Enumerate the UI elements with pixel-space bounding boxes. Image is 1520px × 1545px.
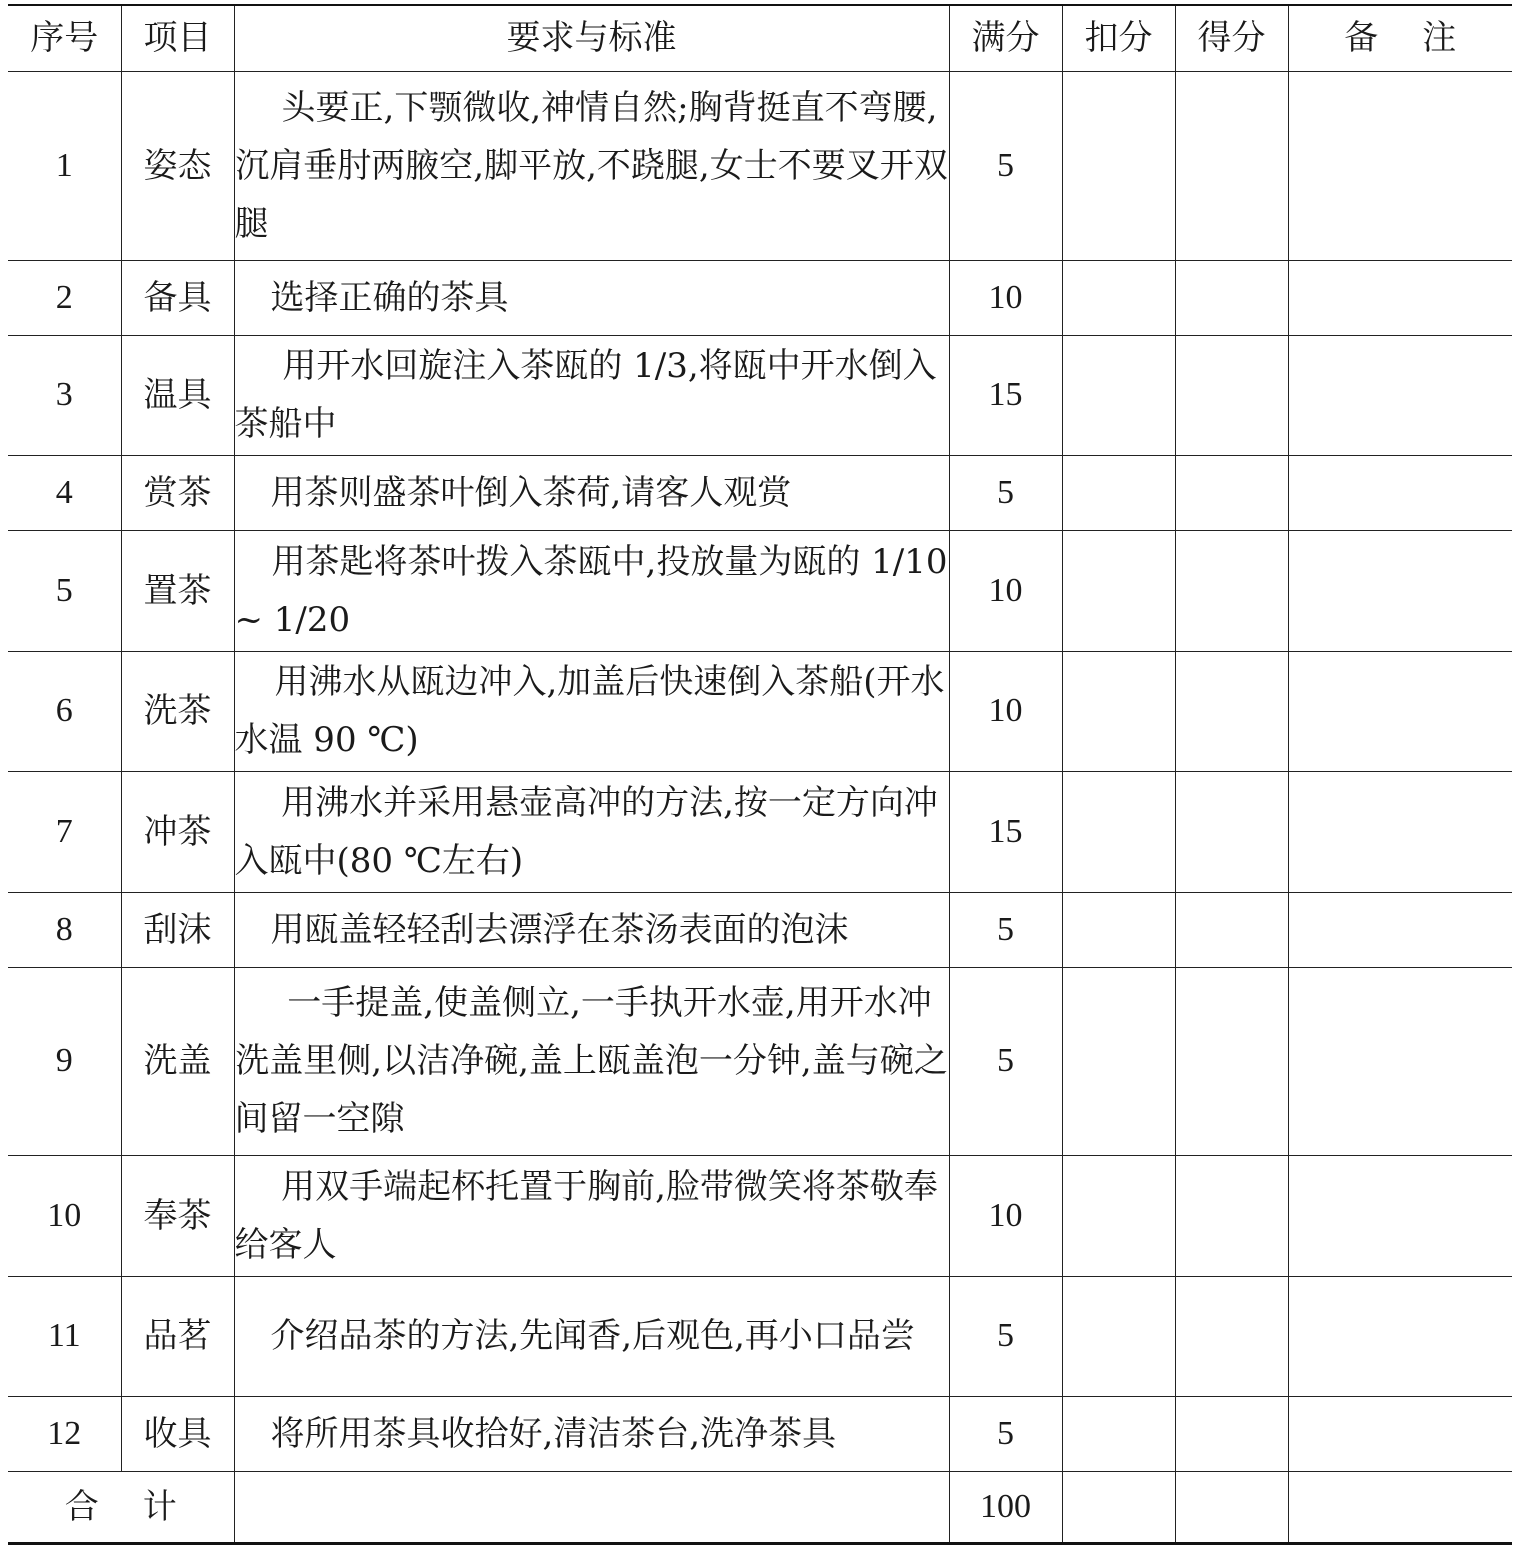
row-deduction-cell[interactable]: [1062, 530, 1175, 651]
table-row: [8, 967, 1512, 1155]
row-item: 洗盖: [121, 967, 234, 1155]
header-deduction: 扣分: [1062, 5, 1175, 71]
row-no: 9: [8, 967, 121, 1155]
table-row: [8, 892, 1512, 967]
table-row: [8, 1276, 1512, 1396]
row-item: 冲茶: [121, 771, 234, 892]
row-no: 8: [8, 892, 121, 967]
row-item: 洗茶: [121, 651, 234, 771]
header-no: 序号: [8, 5, 121, 71]
table-row: [8, 260, 1512, 335]
row-deduction-cell[interactable]: [1062, 892, 1175, 967]
row-full-score: 5: [949, 1276, 1062, 1396]
row-full-score: 10: [949, 530, 1062, 651]
row-full-score: 15: [949, 335, 1062, 455]
row-requirement: 用瓯盖轻轻刮去漂浮在茶汤表面的泡沫: [234, 892, 949, 967]
row-no: 10: [8, 1155, 121, 1276]
row-remarks-cell[interactable]: [1288, 260, 1512, 335]
table-row: [8, 530, 1512, 651]
total-row: [8, 1471, 1512, 1543]
row-item: 品茗: [121, 1276, 234, 1396]
total-label: 合计: [8, 1471, 234, 1543]
row-item: 刮沫: [121, 892, 234, 967]
row-no: 2: [8, 260, 121, 335]
header-remarks: 备注: [1288, 5, 1512, 71]
row-no: 12: [8, 1396, 121, 1471]
row-requirement: 将所用茶具收拾好,清洁茶台,洗净茶具: [234, 1396, 949, 1471]
row-no: 6: [8, 651, 121, 771]
row-score-cell[interactable]: [1175, 651, 1288, 771]
total-score-cell[interactable]: [1175, 1471, 1288, 1543]
row-no: 3: [8, 335, 121, 455]
table-row: [8, 651, 1512, 771]
row-full-score: 5: [949, 892, 1062, 967]
row-requirement: 用茶则盛茶叶倒入茶荷,请客人观赏: [234, 455, 949, 530]
row-remarks-cell[interactable]: [1288, 1396, 1512, 1471]
row-remarks-cell[interactable]: [1288, 530, 1512, 651]
row-item: 姿态: [121, 71, 234, 260]
row-remarks-cell[interactable]: [1288, 892, 1512, 967]
table-row: [8, 1396, 1512, 1471]
table-row: [8, 1155, 1512, 1276]
row-deduction-cell[interactable]: [1062, 260, 1175, 335]
scoring-table: [8, 4, 1512, 1545]
row-item: 备具: [121, 260, 234, 335]
row-item: 收具: [121, 1396, 234, 1471]
row-requirement: 选择正确的茶具: [234, 260, 949, 335]
row-score-cell[interactable]: [1175, 530, 1288, 651]
row-deduction-cell[interactable]: [1062, 1276, 1175, 1396]
row-full-score: 5: [949, 1396, 1062, 1471]
row-score-cell[interactable]: [1175, 260, 1288, 335]
row-remarks-cell[interactable]: [1288, 1155, 1512, 1276]
row-remarks-cell[interactable]: [1288, 335, 1512, 455]
row-full-score: 10: [949, 260, 1062, 335]
total-full-score: 100: [949, 1471, 1062, 1543]
row-score-cell[interactable]: [1175, 967, 1288, 1155]
header-requirement: 要求与标准: [234, 5, 949, 71]
row-remarks-cell[interactable]: [1288, 967, 1512, 1155]
row-requirement: 用沸水并采用悬壶高冲的方法,按一定方向冲入瓯中(80 ℃左右): [234, 771, 949, 892]
row-full-score: 5: [949, 455, 1062, 530]
row-remarks-cell[interactable]: [1288, 455, 1512, 530]
total-deduction-cell[interactable]: [1062, 1471, 1175, 1543]
table-row: [8, 455, 1512, 530]
row-remarks-cell[interactable]: [1288, 651, 1512, 771]
total-remarks-cell[interactable]: [1288, 1471, 1512, 1543]
row-score-cell[interactable]: [1175, 71, 1288, 260]
row-deduction-cell[interactable]: [1062, 335, 1175, 455]
row-remarks-cell[interactable]: [1288, 771, 1512, 892]
row-requirement: 用双手端起杯托置于胸前,脸带微笑将茶敬奉给客人: [234, 1155, 949, 1276]
row-deduction-cell[interactable]: [1062, 771, 1175, 892]
row-deduction-cell[interactable]: [1062, 71, 1175, 260]
row-requirement: 用茶匙将茶叶拨入茶瓯中,投放量为瓯的 1/10 ~ 1/20: [234, 530, 949, 651]
row-requirement: 用沸水从瓯边冲入,加盖后快速倒入茶船(开水水温 90 ℃): [234, 651, 949, 771]
row-requirement: 介绍品茶的方法,先闻香,后观色,再小口品尝: [234, 1276, 949, 1396]
row-full-score: 10: [949, 1155, 1062, 1276]
row-item: 温具: [121, 335, 234, 455]
table-row: [8, 771, 1512, 892]
row-score-cell[interactable]: [1175, 1276, 1288, 1396]
row-requirement: 一手提盖,使盖侧立,一手执开水壶,用开水冲洗盖里侧,以洁净碗,盖上瓯盖泡一分钟,盖与碗之间留一空隙: [234, 967, 949, 1155]
row-score-cell[interactable]: [1175, 892, 1288, 967]
row-no: 1: [8, 71, 121, 260]
row-remarks-cell[interactable]: [1288, 71, 1512, 260]
row-full-score: 15: [949, 771, 1062, 892]
row-deduction-cell[interactable]: [1062, 967, 1175, 1155]
row-full-score: 5: [949, 71, 1062, 260]
row-deduction-cell[interactable]: [1062, 455, 1175, 530]
row-full-score: 5: [949, 967, 1062, 1155]
row-deduction-cell[interactable]: [1062, 651, 1175, 771]
row-score-cell[interactable]: [1175, 771, 1288, 892]
row-no: 11: [8, 1276, 121, 1396]
row-item: 奉茶: [121, 1155, 234, 1276]
row-no: 4: [8, 455, 121, 530]
row-no: 7: [8, 771, 121, 892]
header-row: [8, 5, 1512, 71]
row-no: 5: [8, 530, 121, 651]
row-requirement: 用开水回旋注入茶瓯的 1/3,将瓯中开水倒入茶船中: [234, 335, 949, 455]
row-deduction-cell[interactable]: [1062, 1396, 1175, 1471]
row-score-cell[interactable]: [1175, 335, 1288, 455]
row-requirement: 头要正,下颚微收,神情自然;胸背挺直不弯腰,沉肩垂肘两腋空,脚平放,不跷腿,女士不要叉开双腿: [234, 71, 949, 260]
table-row: [8, 335, 1512, 455]
row-remarks-cell[interactable]: [1288, 1276, 1512, 1396]
header-item: 项目: [121, 5, 234, 71]
header-full-score: 满分: [949, 5, 1062, 71]
row-item: 置茶: [121, 530, 234, 651]
row-score-cell[interactable]: [1175, 1155, 1288, 1276]
row-full-score: 10: [949, 651, 1062, 771]
row-score-cell[interactable]: [1175, 455, 1288, 530]
header-score: 得分: [1175, 5, 1288, 71]
table-row: [8, 71, 1512, 260]
row-item: 赏茶: [121, 455, 234, 530]
row-score-cell[interactable]: [1175, 1396, 1288, 1471]
total-requirement-cell: [234, 1471, 949, 1543]
row-deduction-cell[interactable]: [1062, 1155, 1175, 1276]
